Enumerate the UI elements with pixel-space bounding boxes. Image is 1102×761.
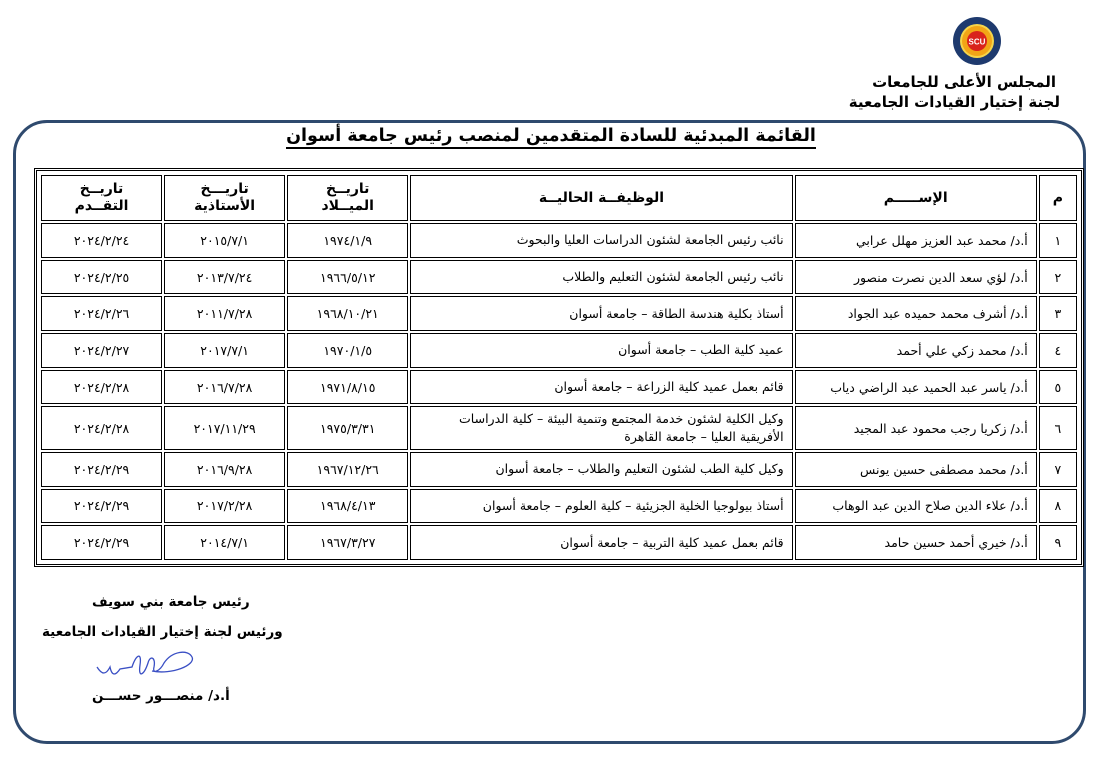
document-title-text: القائمة المبدئية للسادة المتقدمين لمنصب رئيس جامعة أسوان	[286, 126, 816, 149]
application-date: ٢٠٢٤/٢/٢٥	[41, 260, 162, 295]
application-date: ٢٠٢٤/٢/٢٩	[41, 452, 162, 487]
table-row	[41, 296, 1077, 331]
row-index: ٩	[1039, 525, 1077, 560]
professorship-date: ٢٠١١/٧/٢٨	[164, 296, 285, 331]
header-application-date	[41, 175, 162, 221]
candidate-name: أ.د/ علاء الدين صلاح الدين عبد الوهاب	[795, 489, 1037, 524]
table-row	[41, 525, 1077, 560]
handwritten-signature	[92, 645, 212, 685]
birth-date: ١٩٦٨/٤/١٣	[287, 489, 408, 524]
application-date: ٢٠٢٤/٢/٢٨	[41, 370, 162, 405]
row-index: ١	[1039, 223, 1077, 258]
professorship-date: ٢٠١٤/٧/١	[164, 525, 285, 560]
row-index: ٣	[1039, 296, 1077, 331]
birth-date: ١٩٧١/٨/١٥	[287, 370, 408, 405]
table-row	[41, 333, 1077, 368]
candidates-table	[39, 173, 1079, 562]
header-job: الوظيفــة الحاليــة	[410, 175, 792, 221]
table-row	[41, 370, 1077, 405]
professorship-date: ٢٠١٧/١١/٢٩	[164, 406, 285, 449]
current-job: قائم بعمل عميد كلية الزراعة – جامعة أسوان	[410, 370, 792, 405]
table-header-row	[41, 175, 1077, 221]
document-title	[0, 126, 1102, 146]
candidates-table-wrapper	[34, 168, 1084, 567]
org-name: المجلس الأعلى للجامعات	[872, 73, 1056, 91]
header-name: الإســـــم	[795, 175, 1037, 221]
header-prof-line2: الأستاذية	[194, 198, 256, 214]
birth-date: ١٩٦٨/١٠/٢١	[287, 296, 408, 331]
birth-date: ١٩٦٧/١٢/٢٦	[287, 452, 408, 487]
row-index: ٢	[1039, 260, 1077, 295]
birth-date: ١٩٧٥/٣/٣١	[287, 406, 408, 449]
current-job: نائب رئيس الجامعة لشئون الدراسات العليا والبحوث	[410, 223, 792, 258]
row-index: ٥	[1039, 370, 1077, 405]
candidate-name: أ.د/ زكريا رجب محمود عبد المجيد	[795, 406, 1037, 449]
professorship-date: ٢٠١٣/٧/٢٤	[164, 260, 285, 295]
application-date: ٢٠٢٤/٢/٢٩	[41, 525, 162, 560]
professorship-date: ٢٠١٦/٧/٢٨	[164, 370, 285, 405]
current-job: نائب رئيس الجامعة لشئون التعليم والطلاب	[410, 260, 792, 295]
application-date: ٢٠٢٤/٢/٢٩	[41, 489, 162, 524]
header-apply-line1: تاريــخ	[79, 181, 124, 197]
table-row	[41, 489, 1077, 524]
current-job: وكيل الكلية لشئون خدمة المجتمع وتنمية البيئة – كلية الدراسات الأفريقية العليا – جامعة القاهرة	[410, 406, 792, 449]
birth-date: ١٩٧٠/١/٥	[287, 333, 408, 368]
professorship-date: ٢٠١٥/٧/١	[164, 223, 285, 258]
birth-date: ١٩٧٤/١/٩	[287, 223, 408, 258]
signatory-committee-role: ورئيس لجنة إختيار القيادات الجامعية	[42, 624, 283, 640]
current-job: أستاذ بكلية هندسة الطاقة – جامعة أسوان	[410, 296, 792, 331]
birth-date: ١٩٦٦/٥/١٢	[287, 260, 408, 295]
application-date: ٢٠٢٤/٢/٢٧	[41, 333, 162, 368]
scu-logo	[952, 16, 1002, 66]
table-row	[41, 406, 1077, 449]
header-birth-line1: تاريــخ	[325, 181, 370, 197]
professorship-date: ٢٠١٦/٩/٢٨	[164, 452, 285, 487]
candidate-name: أ.د/ لؤي سعد الدين نصرت منصور	[795, 260, 1037, 295]
header-prof-line1: تاريـــخ	[200, 181, 249, 197]
header-professorship-date	[164, 175, 285, 221]
header-birth-line2: الميــلاد	[321, 198, 374, 214]
application-date: ٢٠٢٤/٢/٢٤	[41, 223, 162, 258]
header-apply-line2: التقــدم	[74, 198, 129, 214]
birth-date: ١٩٦٧/٣/٢٧	[287, 525, 408, 560]
logo-text: SCU	[968, 37, 986, 47]
current-job: قائم بعمل عميد كلية التربية – جامعة أسوان	[410, 525, 792, 560]
professorship-date: ٢٠١٧/٧/١	[164, 333, 285, 368]
table-row	[41, 260, 1077, 295]
candidate-name: أ.د/ خيري أحمد حسين حامد	[795, 525, 1037, 560]
signatory-name: أ.د/ منصـــور حســـن	[92, 688, 230, 704]
row-index: ٧	[1039, 452, 1077, 487]
row-index: ٨	[1039, 489, 1077, 524]
application-date: ٢٠٢٤/٢/٢٦	[41, 296, 162, 331]
committee-name: لجنة إختيار القيادات الجامعية	[848, 93, 1060, 111]
table-row	[41, 452, 1077, 487]
professorship-date: ٢٠١٧/٢/٢٨	[164, 489, 285, 524]
header-index: م	[1039, 175, 1077, 221]
candidate-name: أ.د/ محمد زكي علي أحمد	[795, 333, 1037, 368]
current-job: عميد كلية الطب – جامعة أسوان	[410, 333, 792, 368]
current-job: أستاذ بيولوجيا الخلية الجزيئية – كلية العلوم – جامعة أسوان	[410, 489, 792, 524]
row-index: ٦	[1039, 406, 1077, 449]
candidate-name: أ.د/ أشرف محمد حميده عبد الجواد	[795, 296, 1037, 331]
candidate-name: أ.د/ محمد عبد العزيز مهلل عرابي	[795, 223, 1037, 258]
application-date: ٢٠٢٤/٢/٢٨	[41, 406, 162, 449]
row-index: ٤	[1039, 333, 1077, 368]
candidate-name: أ.د/ ياسر عبد الحميد عبد الراضي دياب	[795, 370, 1037, 405]
candidate-name: أ.د/ محمد مصطفى حسين يونس	[795, 452, 1037, 487]
current-job: وكيل كلية الطب لشئون التعليم والطلاب – جامعة أسوان	[410, 452, 792, 487]
header-birth-date	[287, 175, 408, 221]
table-row	[41, 223, 1077, 258]
signatory-title: رئيس جامعة بني سويف	[92, 594, 250, 610]
